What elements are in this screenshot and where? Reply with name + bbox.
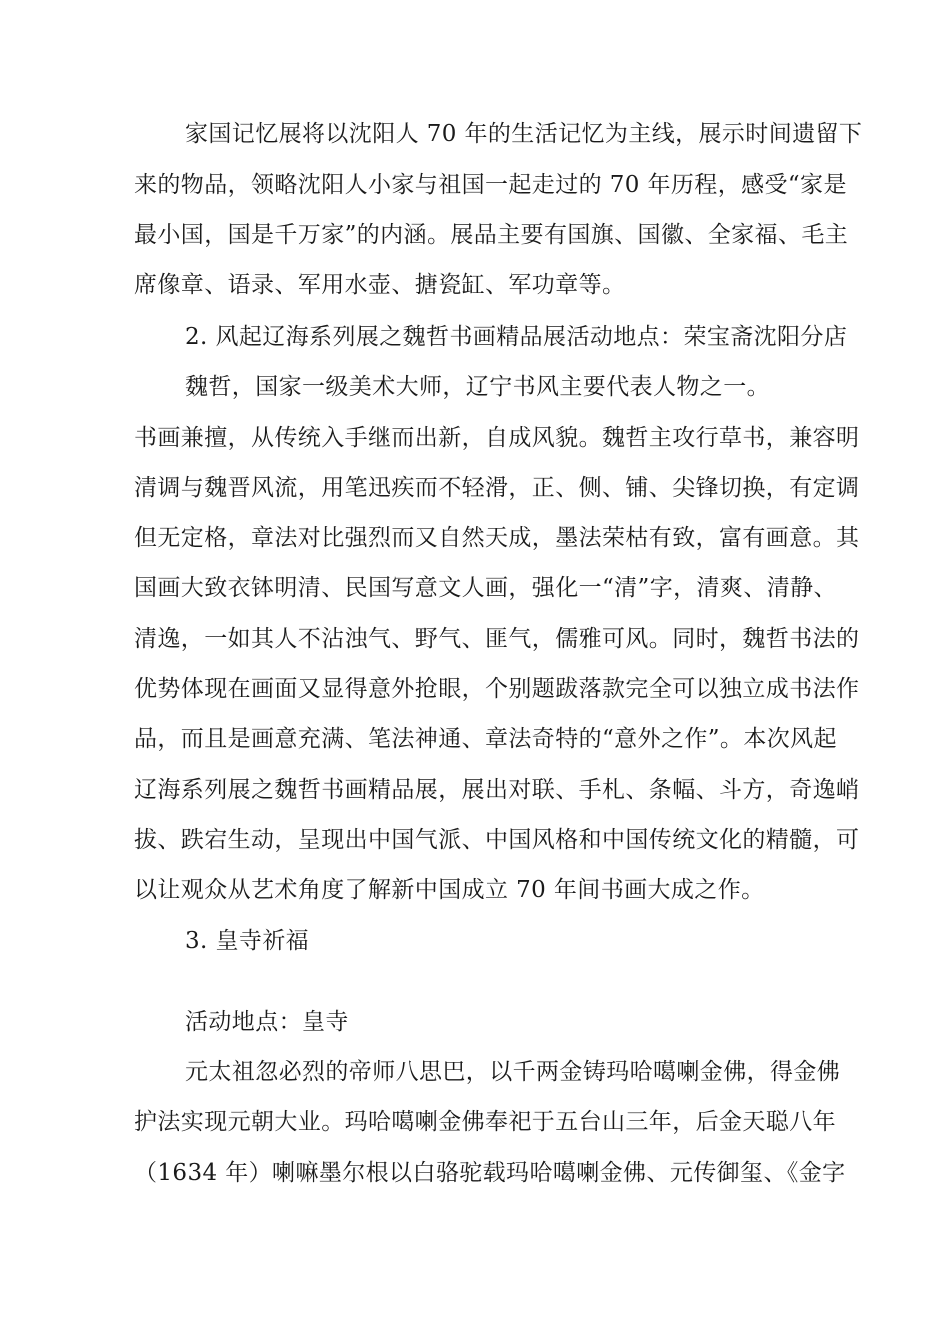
location-line: 活动地点：皇寺: [185, 1009, 349, 1035]
section-heading: 3. 皇寺祈福: [185, 928, 310, 954]
paragraph-line: 最小国，国是千万家”的内涵。展品主要有国旗、国徽、全家福、毛主: [134, 222, 849, 248]
paragraph-line: （1634 年）喇嘛墨尔根以白骆驼载玛哈噶喇金佛、元传御玺、《金字: [134, 1160, 846, 1186]
paragraph-line: 辽海系列展之魏哲书画精品展，展出对联、手札、条幅、斗方，奇逸峭: [134, 777, 860, 803]
paragraph-line: 书画兼擅，从传统入手继而出新，自成风貌。魏哲主攻行草书，兼容明: [134, 425, 860, 451]
paragraph-line: 国画大致衣钵明清、民国写意文人画，强化一“清”字，清爽、清静、: [134, 575, 837, 601]
paragraph-line: 魏哲，国家一级美术大师，辽宁书风主要代表人物之一。: [185, 374, 770, 400]
section-heading: 2. 风起辽海系列展之魏哲书画精品展活动地点：荣宝斋沈阳分店: [185, 324, 848, 350]
paragraph-line: 品，而且是画意充满、笔法神通、章法奇特的“意外之作”。本次风起: [134, 726, 837, 752]
paragraph-line: 席像章、语录、军用水壶、搪瓷缸、军功章等。: [134, 272, 626, 298]
paragraph-line: 来的物品，领略沈阳人小家与祖国一起走过的 70 年历程，感受“家是: [134, 172, 847, 198]
paragraph-line: 家国记忆展将以沈阳人 70 年的生活记忆为主线，展示时间遗留下: [185, 121, 863, 147]
paragraph-line: 护法实现元朝大业。玛哈噶喇金佛奉祀于五台山三年，后金天聪八年: [134, 1109, 836, 1135]
paragraph-line: 优势体现在画面又显得意外抢眼，个别题跋落款完全可以独立成书法作: [134, 676, 860, 702]
paragraph-line: 清逸，一如其人不沾浊气、野气、匪气，儒雅可风。同时，魏哲书法的: [134, 626, 860, 652]
paragraph-line: 拔、跌宕生动，呈现出中国气派、中国风格和中国传统文化的精髓，可: [134, 827, 860, 853]
paragraph-line: 元太祖忽必烈的帝师八思巴，以千两金铸玛哈噶喇金佛，得金佛: [185, 1059, 841, 1085]
paragraph-line: 清调与魏晋风流，用笔迅疾而不轻滑，正、侧、铺、尖锋切换，有定调: [134, 475, 860, 501]
paragraph-line: 但无定格，章法对比强烈而又自然天成，墨法荣枯有致，富有画意。其: [134, 525, 860, 551]
paragraph-line: 以让观众从艺术角度了解新中国成立 70 年间书画大成之作。: [134, 877, 765, 903]
